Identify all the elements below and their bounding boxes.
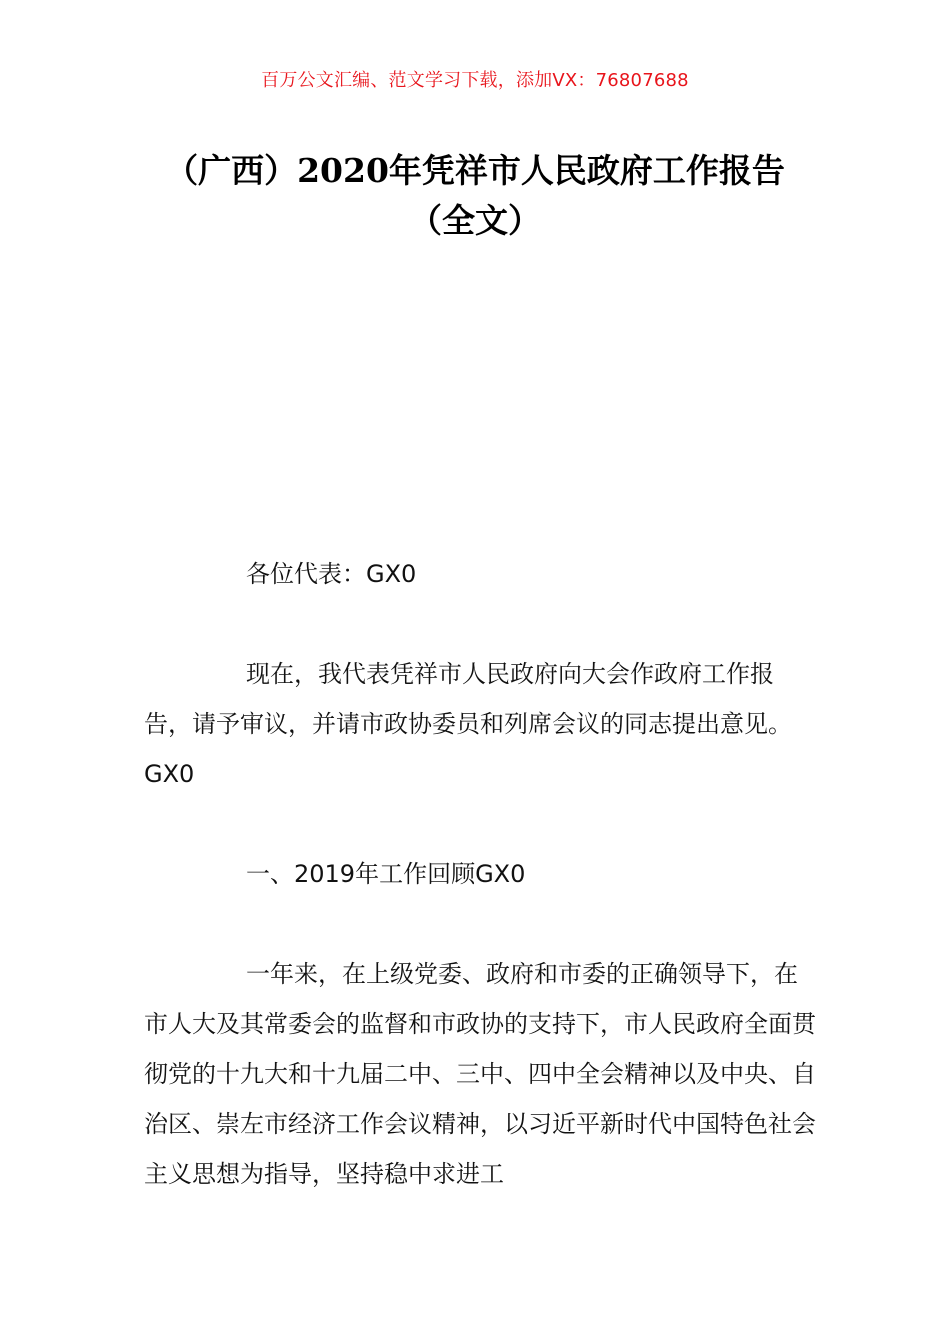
review-paragraph: 一年来，在上级党委、政府和市委的正确领导下，在市人大及其常委会的监督和市政协的支持下，市人民政府全面贯彻党的十九大和十九届二中、三中、四中全会精神以及中央、自治区、崇左市经济工作会议精神，以习近平新时代中国特色社会主义思想为指导，坚持稳中求进工 [144, 960, 816, 1188]
header-contact-note: 百万公文汇编、范文学习下载，添加VX：76807688 [261, 70, 689, 91]
salutation-paragraph: 各位代表：GX0 [246, 560, 417, 588]
section-heading: 一、2019年工作回顾GX0 [246, 860, 526, 888]
document-title-line-1: （广西）2020年凭祥市人民政府工作报告 [165, 151, 785, 190]
document-title-line-2: （全文） [409, 201, 541, 240]
document-title [90, 146, 860, 246]
intro-paragraph: 现在，我代表凭祥市人民政府向大会作政府工作报告，请予审议，并请市政协委员和列席会议的同志提出意见。GX0 [144, 660, 792, 788]
